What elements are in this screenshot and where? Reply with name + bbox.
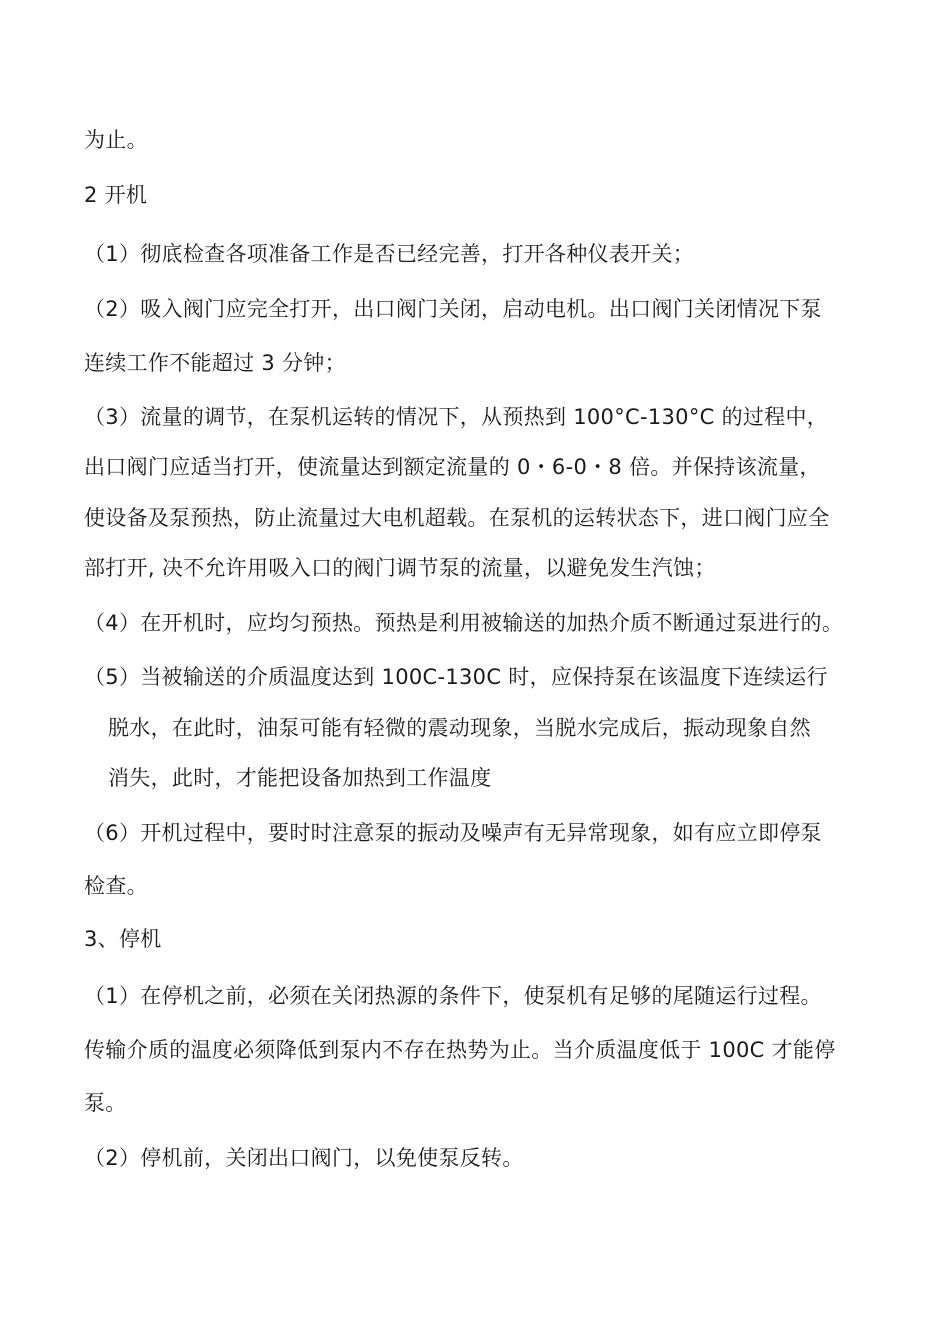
- text-line: （5）当被输送的介质温度达到 100C-130C 时，应保持泵在该温度下连续运行: [84, 665, 828, 689]
- text-line: （1）在停机之前，必须在关闭热源的条件下，使泵机有足够的尾随运行过程。: [84, 984, 822, 1008]
- text-line: （4）在开机时，应均匀预热。预热是利用被输送的加热介质不断通过泵进行的。: [84, 611, 844, 635]
- text-line: 消失，此时，才能把设备加热到工作温度: [108, 766, 492, 790]
- text-line: （6）开机过程中，要时时注意泵的振动及噪声有无异常现象，如有应立即停泵: [84, 821, 822, 845]
- text-line: （2）吸入阀门应完全打开，出口阀门关闭，启动电机。出口阀门关闭情况下泵: [84, 297, 822, 321]
- text-line: 传输介质的温度必须降低到泵内不存在热势为止。当介质温度低于 100C 才能停: [84, 1038, 836, 1062]
- text-line: 为止。: [84, 128, 148, 152]
- text-line: （3）流量的调节，在泵机运转的情况下，从预热到 100°C-130°C 的过程中，: [84, 405, 829, 429]
- text-line: 使设备及泵预热，防止流量过大电机超载。在泵机的运转状态下，进口阀门应全: [84, 506, 830, 530]
- text-line: 部打开, 决不允许用吸入口的阀门调节泵的流量，以避免发生汽蚀；: [84, 556, 716, 580]
- text-line: 泵。: [84, 1091, 127, 1115]
- section-heading-startup: 2 开机: [84, 183, 148, 207]
- text-line: （2）停机前，关闭出口阀门，以免使泵反转。: [84, 1146, 524, 1170]
- text-line: 出口阀门应适当打开，使流量达到额定流量的 0・6-0・8 倍。并保持该流量，: [84, 455, 821, 479]
- text-line: （1）彻底检查各项准备工作是否已经完善，打开各种仪表开关；: [84, 242, 695, 266]
- text-line: 检查。: [84, 874, 148, 898]
- section-heading-shutdown: 3、停机: [84, 927, 162, 951]
- text-line: 连续工作不能超过 3 分钟；: [84, 351, 346, 375]
- text-line: 脱水，在此时，油泵可能有轻微的震动现象，当脱水完成后，振动现象自然: [108, 716, 811, 740]
